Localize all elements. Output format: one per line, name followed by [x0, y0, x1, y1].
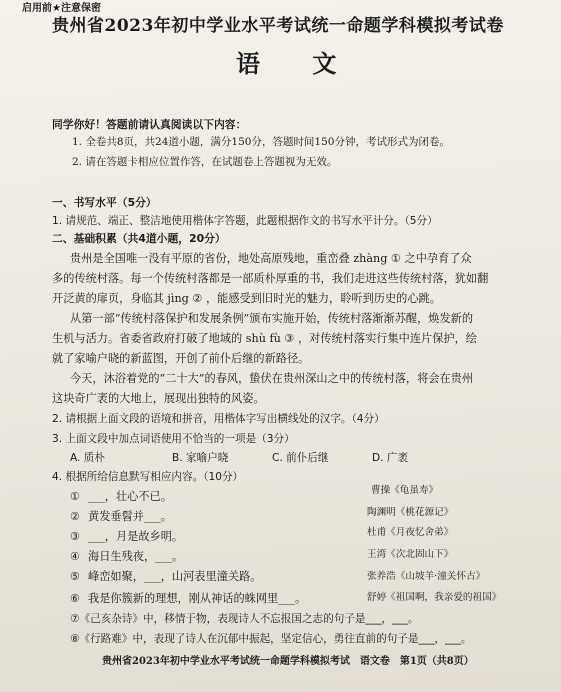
passage-line-3: 开泛黄的扉页，身临其 jìng ② ，能感受到旧时光的魅力，聆听到历史的心跳。	[52, 292, 441, 305]
passage-line-4: 从第一部“传统村落保护和发展条例”颁布实施开始，传统村落渐渐苏醒，焕发新的	[70, 312, 474, 325]
question-4: 4. 根据所给信息默写相应内容。（10分）	[52, 471, 244, 483]
q3-option-d: D. 广袤	[372, 452, 409, 464]
exam-title: 贵州省2023年初中学业水平考试统一命题学科模拟考试卷	[52, 16, 504, 36]
passage-line-5: 生机与活力。省委省政府打破了地域的 shù fù ③ ，对传统村落实行集中连片保护，绘	[52, 332, 477, 345]
q4-item-8: ⑧《行路难》中，表现了诗人在沉郁中振起，坚定信心，勇往直前的句子是___，___。	[70, 633, 472, 645]
q4-item-6-source: 舒婷《祖国啊，我亲爱的祖国》	[367, 592, 502, 603]
section2-title: 二、基础积累（共4道小题，20分）	[52, 232, 226, 245]
passage-line-8: 这块奇广袤的大地上，展现出独特的风姿。	[52, 392, 265, 405]
section1-title: 一、书写水平（5分）	[52, 196, 157, 209]
notice-item-1: 1. 全卷共8页，共24道小题，满分150分，答题时间150分钟，考试形式为闭卷。	[72, 136, 450, 148]
q3-option-c: C. 前仆后继	[272, 452, 329, 464]
q4-item-2-text: 黄发垂髫并___。	[88, 510, 172, 523]
question-2: 2. 请根据上面文段的语境和拼音，用楷体字写出横线处的汉字。（4分）	[52, 413, 385, 425]
page-footer: 贵州省2023年初中学业水平考试统一命题学科模拟考试 语文卷 第1页（共8页）	[102, 656, 474, 667]
passage-line-2: 多的传统村落。每一个传统村落都是一部质朴厚重的书，我们走进这些传统村落，犹如翻	[52, 272, 489, 285]
q4-item-2-num: ②	[70, 510, 81, 523]
q4-item-5-num: ⑤	[70, 570, 81, 583]
q4-item-5-text: 峰峦如聚，___，山河表里潼关路。	[88, 570, 262, 583]
q4-item-3-text: ___，月是故乡明。	[88, 530, 184, 543]
q4-item-1-num: ①	[70, 490, 81, 503]
q4-item-6-text: 我是你簇新的理想，刚从神话的蛛网里___。	[88, 592, 307, 605]
passage-line-6: 就了家喻户晓的新蓝图，开创了前仆后继的新路径。	[52, 352, 310, 365]
q4-item-2-source: 陶渊明《桃花源记》	[367, 507, 454, 518]
passage-line-1: 贵州是全国唯一没有平原的省份，地处高原残地，重峦叠 zhàng ① 之中孕育了众	[70, 252, 472, 265]
question-3: 3. 上面文段中加点词语使用不恰当的一项是（3分）	[52, 433, 295, 445]
q4-item-3-source: 杜甫《月夜忆舍弟》	[367, 527, 454, 538]
q4-item-4-num: ④	[70, 550, 81, 563]
q4-item-6-num: ⑥	[70, 592, 81, 605]
q4-item-7: ⑦《己亥杂诗》中，移情于物，表现诗人不忘报国之志的句子是___，___。	[70, 613, 419, 625]
q3-option-b: B. 家喻户晓	[172, 452, 229, 464]
q4-item-3-num: ③	[70, 530, 81, 543]
q3-option-a: A. 质朴	[70, 452, 105, 464]
q4-item-4-source: 王湾《次北固山下》	[367, 549, 454, 560]
q4-item-1-text: ___，壮心不已。	[88, 490, 172, 503]
question-1: 1. 请规范、端正、整洁地使用楷体字答题，此题根据作文的书写水平计分。（5分）	[52, 215, 438, 227]
q4-item-4-text: 海日生残夜，___。	[88, 550, 184, 563]
subject-title: 语 文	[236, 49, 359, 78]
q4-item-5-source: 张养浩《山坡羊·潼关怀古》	[367, 571, 486, 582]
q4-item-1-source: 曹操《龟虽寿》	[371, 485, 439, 496]
notice-item-2: 2. 请在答题卡相应位置作答，在试题卷上答题视为无效。	[72, 156, 338, 168]
notice-heading: 同学你好！答题前请认真阅读以下内容：	[52, 118, 247, 131]
passage-line-7: 今天，沐浴着党的“二十大”的春风，蛰伏在贵州深山之中的传统村落，将会在贵州	[70, 372, 474, 385]
confidential-label: 启用前★注意保密	[22, 3, 101, 14]
